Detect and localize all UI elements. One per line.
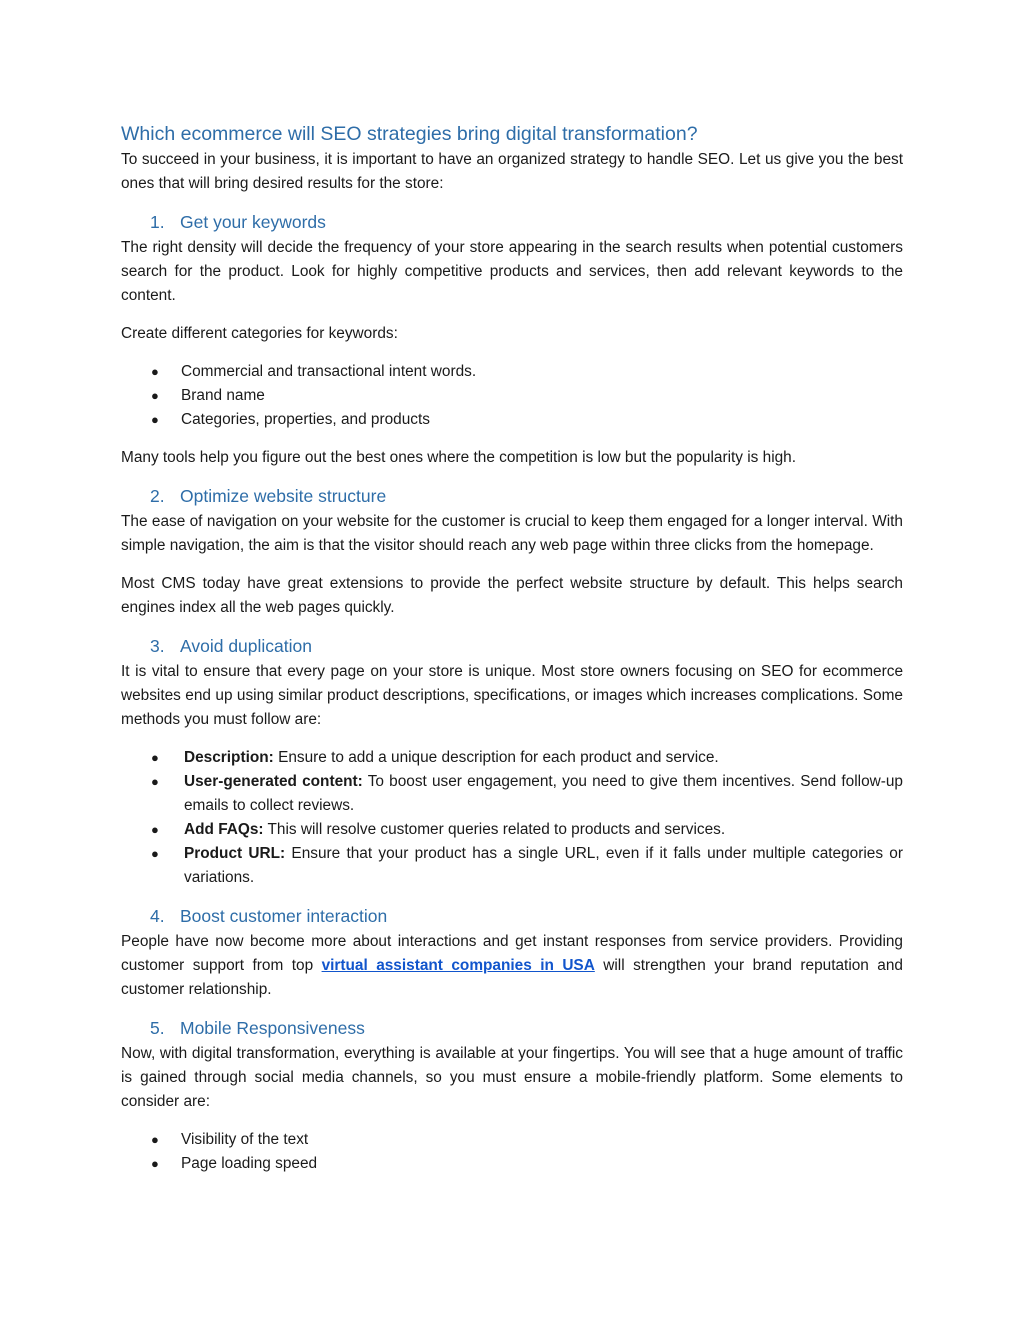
bullet-icon: ● <box>151 774 159 789</box>
bullet-icon: ● <box>151 750 159 765</box>
list-item: ● User-generated content: To boost user engagement, you need to give them incentives. Send follow-up emails to collect reviews. <box>121 770 903 818</box>
paragraph: It is vital to ensure that every page on your store is unique. Most store owners focusing on SEO for ecommerce websites end up using similar product descriptions, specifications, or images which increases complications. Some methods you must follow are: <box>121 663 903 728</box>
bullet-icon: ● <box>151 822 159 837</box>
bullet-list <box>121 746 903 890</box>
list-item: ● Description: Ensure to add a unique description for each product and service. <box>121 746 903 770</box>
document-page <box>121 120 903 1176</box>
paragraph: Most CMS today have great extensions to provide the perfect website structure by default. This helps search engines index all the web pages quickly. <box>121 575 903 616</box>
page-title: Which ecommerce will SEO strategies bring digital transformation? <box>121 123 698 145</box>
section-number: 1. <box>150 212 165 232</box>
bullet-icon: ● <box>151 364 159 379</box>
paragraph: The right density will decide the frequency of your store appearing in the search results when potential customers search for the product. Look for highly competitive products and services, then add relevant keywords to the content. <box>121 239 903 304</box>
list-item: ● Brand name <box>121 384 903 408</box>
section-heading-3 <box>121 634 903 658</box>
paragraph: People have now become more about interactions and get instant responses from service providers. Providing customer support from top virtual assistant companies in USA will strengthen your brand reputation and customer relationship. <box>121 933 903 998</box>
bullet-icon: ● <box>151 1156 159 1171</box>
section-title: Boost customer interaction <box>180 906 388 926</box>
section-title: Optimize website structure <box>180 486 387 506</box>
paragraph: Create different categories for keywords: <box>121 325 398 342</box>
paragraph: Many tools help you figure out the best ones where the competition is low but the popularity is high. <box>121 449 797 466</box>
section-number: 3. <box>150 636 165 656</box>
bullet-icon: ● <box>151 846 159 861</box>
section-number: 4. <box>150 906 165 926</box>
list-item: ● Categories, properties, and products <box>121 408 903 432</box>
section-number: 5. <box>150 1018 165 1038</box>
section-title: Avoid duplication <box>180 636 312 656</box>
bullet-icon: ● <box>151 412 159 427</box>
paragraph: The ease of navigation on your website for the customer is crucial to keep them engaged for a longer interval. With simple navigation, the aim is that the visitor should reach any web page within three clicks from the homepage. <box>121 513 903 554</box>
intro-paragraph: To succeed in your business, it is important to have an organized strategy to handle SEO. Let us give you the best ones that will bring desired results for the store: <box>121 151 903 192</box>
paragraph: Now, with digital transformation, everything is available at your fingertips. You will see that a huge amount of traffic is gained through social media channels, so you must ensure a mobile-friendly platform. Some elements to consider are: <box>121 1045 903 1110</box>
list-item: ● Page loading speed <box>121 1152 903 1176</box>
virtual-assistant-link[interactable]: virtual assistant companies in USA <box>321 957 595 974</box>
bullet-icon: ● <box>151 1132 159 1147</box>
list-item: ● Product URL: Ensure that your product has a single URL, even if it falls under multiple categories or variations. <box>121 842 903 890</box>
bullet-list <box>121 1128 903 1176</box>
section-heading-2 <box>121 484 903 508</box>
list-item: ● Visibility of the text <box>121 1128 903 1152</box>
section-title: Get your keywords <box>180 212 326 232</box>
bullet-list <box>121 360 903 432</box>
section-heading-1 <box>121 210 903 234</box>
list-item: ● Commercial and transactional intent words. <box>121 360 903 384</box>
list-item: ● Add FAQs: This will resolve customer queries related to products and services. <box>121 818 903 842</box>
bullet-icon: ● <box>151 388 159 403</box>
section-heading-4 <box>121 904 903 928</box>
section-number: 2. <box>150 486 165 506</box>
section-heading-5 <box>121 1016 903 1040</box>
section-title: Mobile Responsiveness <box>180 1018 365 1038</box>
